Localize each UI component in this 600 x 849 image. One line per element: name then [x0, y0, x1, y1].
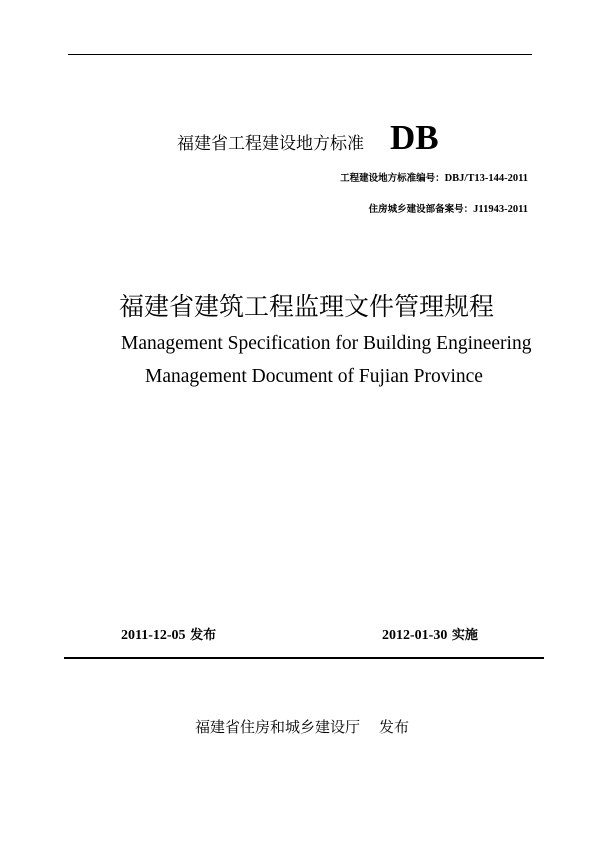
- issuer-name: 福建省住房和城乡建设厅: [195, 718, 361, 736]
- record-number-label: 住房城乡建设部备案号：: [368, 204, 474, 215]
- effective-date-value: 2012-01-30: [382, 628, 448, 643]
- document-title-english-line-2: Management Document of Fujian Province: [145, 366, 483, 387]
- issuer-line: [195, 716, 409, 737]
- record-number-line: [369, 201, 528, 215]
- top-divider: [68, 54, 532, 55]
- document-title-english-line-1: Management Specification for Building Engineering: [121, 333, 532, 354]
- standard-header: [177, 118, 439, 158]
- issue-date-value: 2011-12-05: [121, 628, 186, 643]
- standard-code-label: 工程建设地方标准编号：: [340, 173, 445, 184]
- standard-code-line: [340, 170, 528, 184]
- effective-date: [382, 624, 478, 644]
- standard-code-value: DBJ/T13-144-2011: [444, 173, 528, 184]
- document-title-chinese: 福建省建筑工程监理文件管理规程: [119, 292, 495, 321]
- issue-date: [121, 624, 216, 644]
- issuer-action: 发布: [379, 718, 410, 736]
- record-number-value: J11943-2011: [473, 204, 528, 215]
- issue-date-label: 发布: [185, 628, 217, 643]
- standard-mark: DB: [390, 118, 439, 157]
- standard-label: 福建省工程建设地方标准: [177, 134, 364, 154]
- bottom-divider: [64, 657, 544, 659]
- effective-date-label: 实施: [447, 628, 478, 643]
